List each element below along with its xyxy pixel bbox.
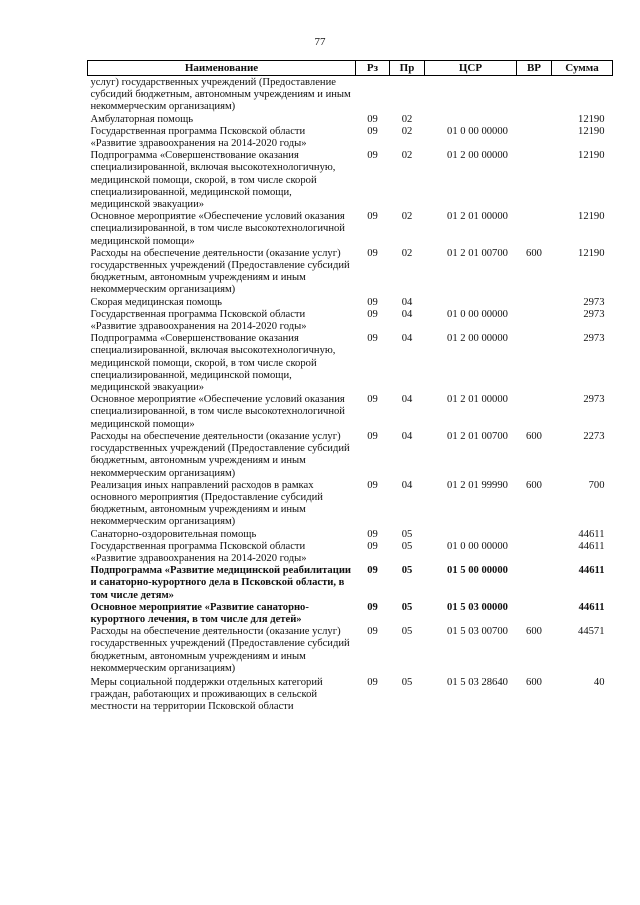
table-row (88, 297, 613, 309)
cell-vr (517, 76, 552, 114)
cell-pr: 05 (401, 601, 413, 613)
budget-table (87, 60, 613, 714)
cell-vr: 600 (526, 626, 542, 638)
cell-csr (425, 76, 517, 114)
cell-name: Меры социальной поддержки отдельных категорий граждан, работающих и проживающих в сельской местности на территории Псковской области (90, 676, 323, 713)
cell-name: Расходы на обеспечение деятельности (оказание услуг) государственных учреждений (Предоставление субсидий бюджетным, автономным учреждениям и иным некоммерческим организациям) (90, 626, 350, 674)
cell-csr: 01 2 01 00000 (447, 394, 508, 406)
cell-rz: 09 (367, 601, 378, 613)
cell-sum: 12190 (578, 113, 605, 125)
cell-name: Реализация иных направлений расходов в рамках основного мероприятия (Предоставление субсидий бюджетным, автономным учреждениям и иным некоммерческим организациям) (90, 479, 323, 528)
cell-sum: 2973 (583, 333, 605, 345)
cell-vr (517, 394, 552, 431)
cell-sum: 12190 (578, 211, 605, 223)
cell-sum: 12190 (578, 150, 605, 162)
cell-rz: 09 (367, 565, 378, 577)
cell-csr: 01 5 00 00000 (447, 565, 508, 577)
cell-name: Скорая медицинская помощь (90, 296, 222, 308)
cell-csr: 01 2 00 00000 (447, 150, 508, 162)
cell-csr (425, 297, 517, 309)
cell-rz: 09 (367, 626, 378, 638)
header-csr: ЦСР (425, 61, 517, 76)
cell-pr (390, 76, 425, 114)
cell-name: Подпрограмма «Совершенствование оказания специализированной, включая высокотехнологичную, медицинской помощи, скорой, в том числе скорой специализированной, медицинской помощи, медицинской эвакуации» (90, 150, 336, 211)
cell-pr: 04 (401, 430, 413, 442)
cell-rz: 09 (367, 540, 378, 552)
cell-csr: 01 5 03 00700 (447, 626, 508, 638)
cell-vr (517, 114, 552, 126)
cell-pr: 05 (401, 676, 413, 688)
cell-rz: 09 (367, 676, 378, 688)
cell-sum: 2973 (583, 394, 605, 406)
table-row (88, 602, 613, 626)
cell-sum: 44611 (578, 528, 605, 540)
table-row (88, 114, 613, 126)
cell-vr: 600 (526, 247, 542, 259)
cell-pr: 02 (401, 125, 413, 137)
cell-name: Расходы на обеспечение деятельности (оказание услуг) государственных учреждений (Предоставление субсидий бюджетным, автономным учреждениям и иным некоммерческим организациям) (90, 247, 350, 296)
cell-rz: 09 (367, 430, 378, 442)
cell-vr (517, 541, 552, 565)
cell-sum: 44611 (578, 601, 605, 613)
cell-pr: 02 (401, 247, 413, 259)
cell-sum: 40 (593, 676, 605, 688)
cell-rz: 09 (367, 296, 378, 308)
header-name: Наименование (88, 61, 356, 76)
cell-name: Основное мероприятие «Обеспечение условий оказания специализированной, в том числе высокотехнологичной медицинской помощи» (90, 211, 345, 247)
cell-sum: 2273 (583, 430, 605, 442)
cell-name: Амбулаторная помощь (90, 113, 194, 125)
cell-name: Государственная программа Псковской области «Развитие здравоохранения на 2014-2020 годы» (90, 308, 307, 333)
cell-name: Основное мероприятие «Развитие санаторно-курортного лечения, в том числе для детей» (90, 601, 309, 625)
cell-pr: 02 (401, 211, 413, 223)
cell-rz: 09 (367, 308, 378, 320)
table-row (88, 394, 613, 431)
table-row (88, 675, 613, 714)
table-row (88, 626, 613, 675)
cell-rz: 09 (367, 113, 378, 125)
cell-csr (425, 529, 517, 541)
cell-pr: 05 (401, 626, 413, 638)
table-row (88, 480, 613, 529)
table-row (88, 309, 613, 333)
header-pr: Пр (390, 61, 425, 76)
cell-pr: 05 (401, 540, 413, 552)
table-row (88, 211, 613, 248)
table-row (88, 431, 613, 480)
table-row (88, 529, 613, 541)
cell-csr: 01 2 01 00000 (447, 211, 508, 223)
cell-sum: 44611 (578, 565, 605, 577)
cell-rz: 09 (367, 394, 378, 406)
cell-csr: 01 5 03 00000 (447, 601, 508, 613)
cell-csr: 01 2 01 99990 (447, 479, 508, 491)
cell-vr: 600 (526, 479, 542, 491)
cell-sum: 12190 (578, 125, 605, 137)
cell-rz: 09 (367, 479, 378, 491)
cell-rz: 09 (367, 333, 378, 345)
cell-pr: 04 (401, 333, 413, 345)
cell-rz (356, 76, 390, 114)
cell-pr: 02 (401, 150, 413, 162)
cell-sum: 700 (588, 479, 605, 491)
table-row (88, 248, 613, 297)
table-row (88, 541, 613, 565)
cell-vr (517, 565, 552, 602)
cell-name: Государственная программа Псковской области «Развитие здравоохранения на 2014-2020 годы» (90, 125, 307, 150)
cell-pr: 05 (401, 528, 413, 540)
table-row (88, 333, 613, 394)
cell-rz: 09 (367, 150, 378, 162)
table-row (88, 126, 613, 150)
cell-sum: 44611 (578, 540, 605, 552)
cell-pr: 04 (401, 479, 413, 491)
cell-vr (517, 126, 552, 150)
cell-csr: 01 0 00 00000 (447, 125, 508, 137)
table-header-row (88, 61, 613, 76)
table-row (88, 565, 613, 602)
cell-pr: 02 (401, 113, 413, 125)
cell-name: Подпрограмма «Совершенствование оказания специализированной, включая высокотехнологичную, медицинской помощи, скорой, в том числе скорой специализированной, медицинской помощи, медицинской эвакуации» (90, 333, 336, 394)
cell-name: Санаторно-оздоровительная помощь (90, 528, 257, 540)
cell-rz: 09 (367, 211, 378, 223)
cell-rz: 09 (367, 125, 378, 137)
cell-vr (517, 297, 552, 309)
cell-vr (517, 333, 552, 394)
cell-csr (425, 114, 517, 126)
cell-csr: 01 5 03 28640 (447, 676, 508, 688)
cell-csr: 01 2 01 00700 (447, 430, 508, 442)
cell-sum: 12190 (578, 247, 605, 259)
cell-vr (517, 529, 552, 541)
cell-name: услуг) государственных учреждений (Предоставление субсидий бюджетным, автономным учреждениям и иным некоммерческим организациям) (90, 77, 351, 113)
cell-name: Основное мероприятие «Обеспечение условий оказания специализированной, в том числе высокотехнологичной медицинской помощи» (90, 394, 345, 430)
cell-vr: 600 (526, 430, 542, 442)
cell-sum: 2973 (583, 308, 605, 320)
page-number: 77 (314, 36, 326, 48)
cell-vr (517, 211, 552, 248)
cell-pr: 05 (401, 565, 413, 577)
cell-vr: 600 (526, 676, 542, 688)
header-rz: Рз (356, 61, 390, 76)
table-row (88, 76, 613, 114)
cell-rz: 09 (367, 528, 378, 540)
cell-csr: 01 0 00 00000 (447, 308, 508, 320)
cell-sum: 44571 (578, 626, 605, 638)
header-sum: Сумма (552, 61, 613, 76)
cell-vr (517, 602, 552, 626)
cell-csr: 01 2 00 00000 (447, 333, 508, 345)
cell-pr: 04 (401, 296, 413, 308)
table-row (88, 150, 613, 211)
header-vr: ВР (517, 61, 552, 76)
cell-name: Государственная программа Псковской области «Развитие здравоохранения на 2014-2020 годы» (90, 540, 307, 564)
cell-name: Подпрограмма «Развитие медицинской реабилитации и санаторно-курортного дела в Псковской области, в том числе детям» (90, 565, 352, 601)
cell-rz: 09 (367, 247, 378, 259)
cell-pr: 04 (401, 308, 413, 320)
cell-sum (552, 76, 613, 114)
cell-pr: 04 (401, 394, 413, 406)
cell-name: Расходы на обеспечение деятельности (оказание услуг) государственных учреждений (Предоставление субсидий бюджетным, автономным учреждениям и иным некоммерческим организациям) (90, 430, 350, 479)
cell-sum: 2973 (583, 296, 605, 308)
cell-vr (517, 309, 552, 333)
cell-vr (517, 150, 552, 211)
cell-csr: 01 0 00 00000 (447, 540, 508, 552)
cell-csr: 01 2 01 00700 (447, 247, 508, 259)
